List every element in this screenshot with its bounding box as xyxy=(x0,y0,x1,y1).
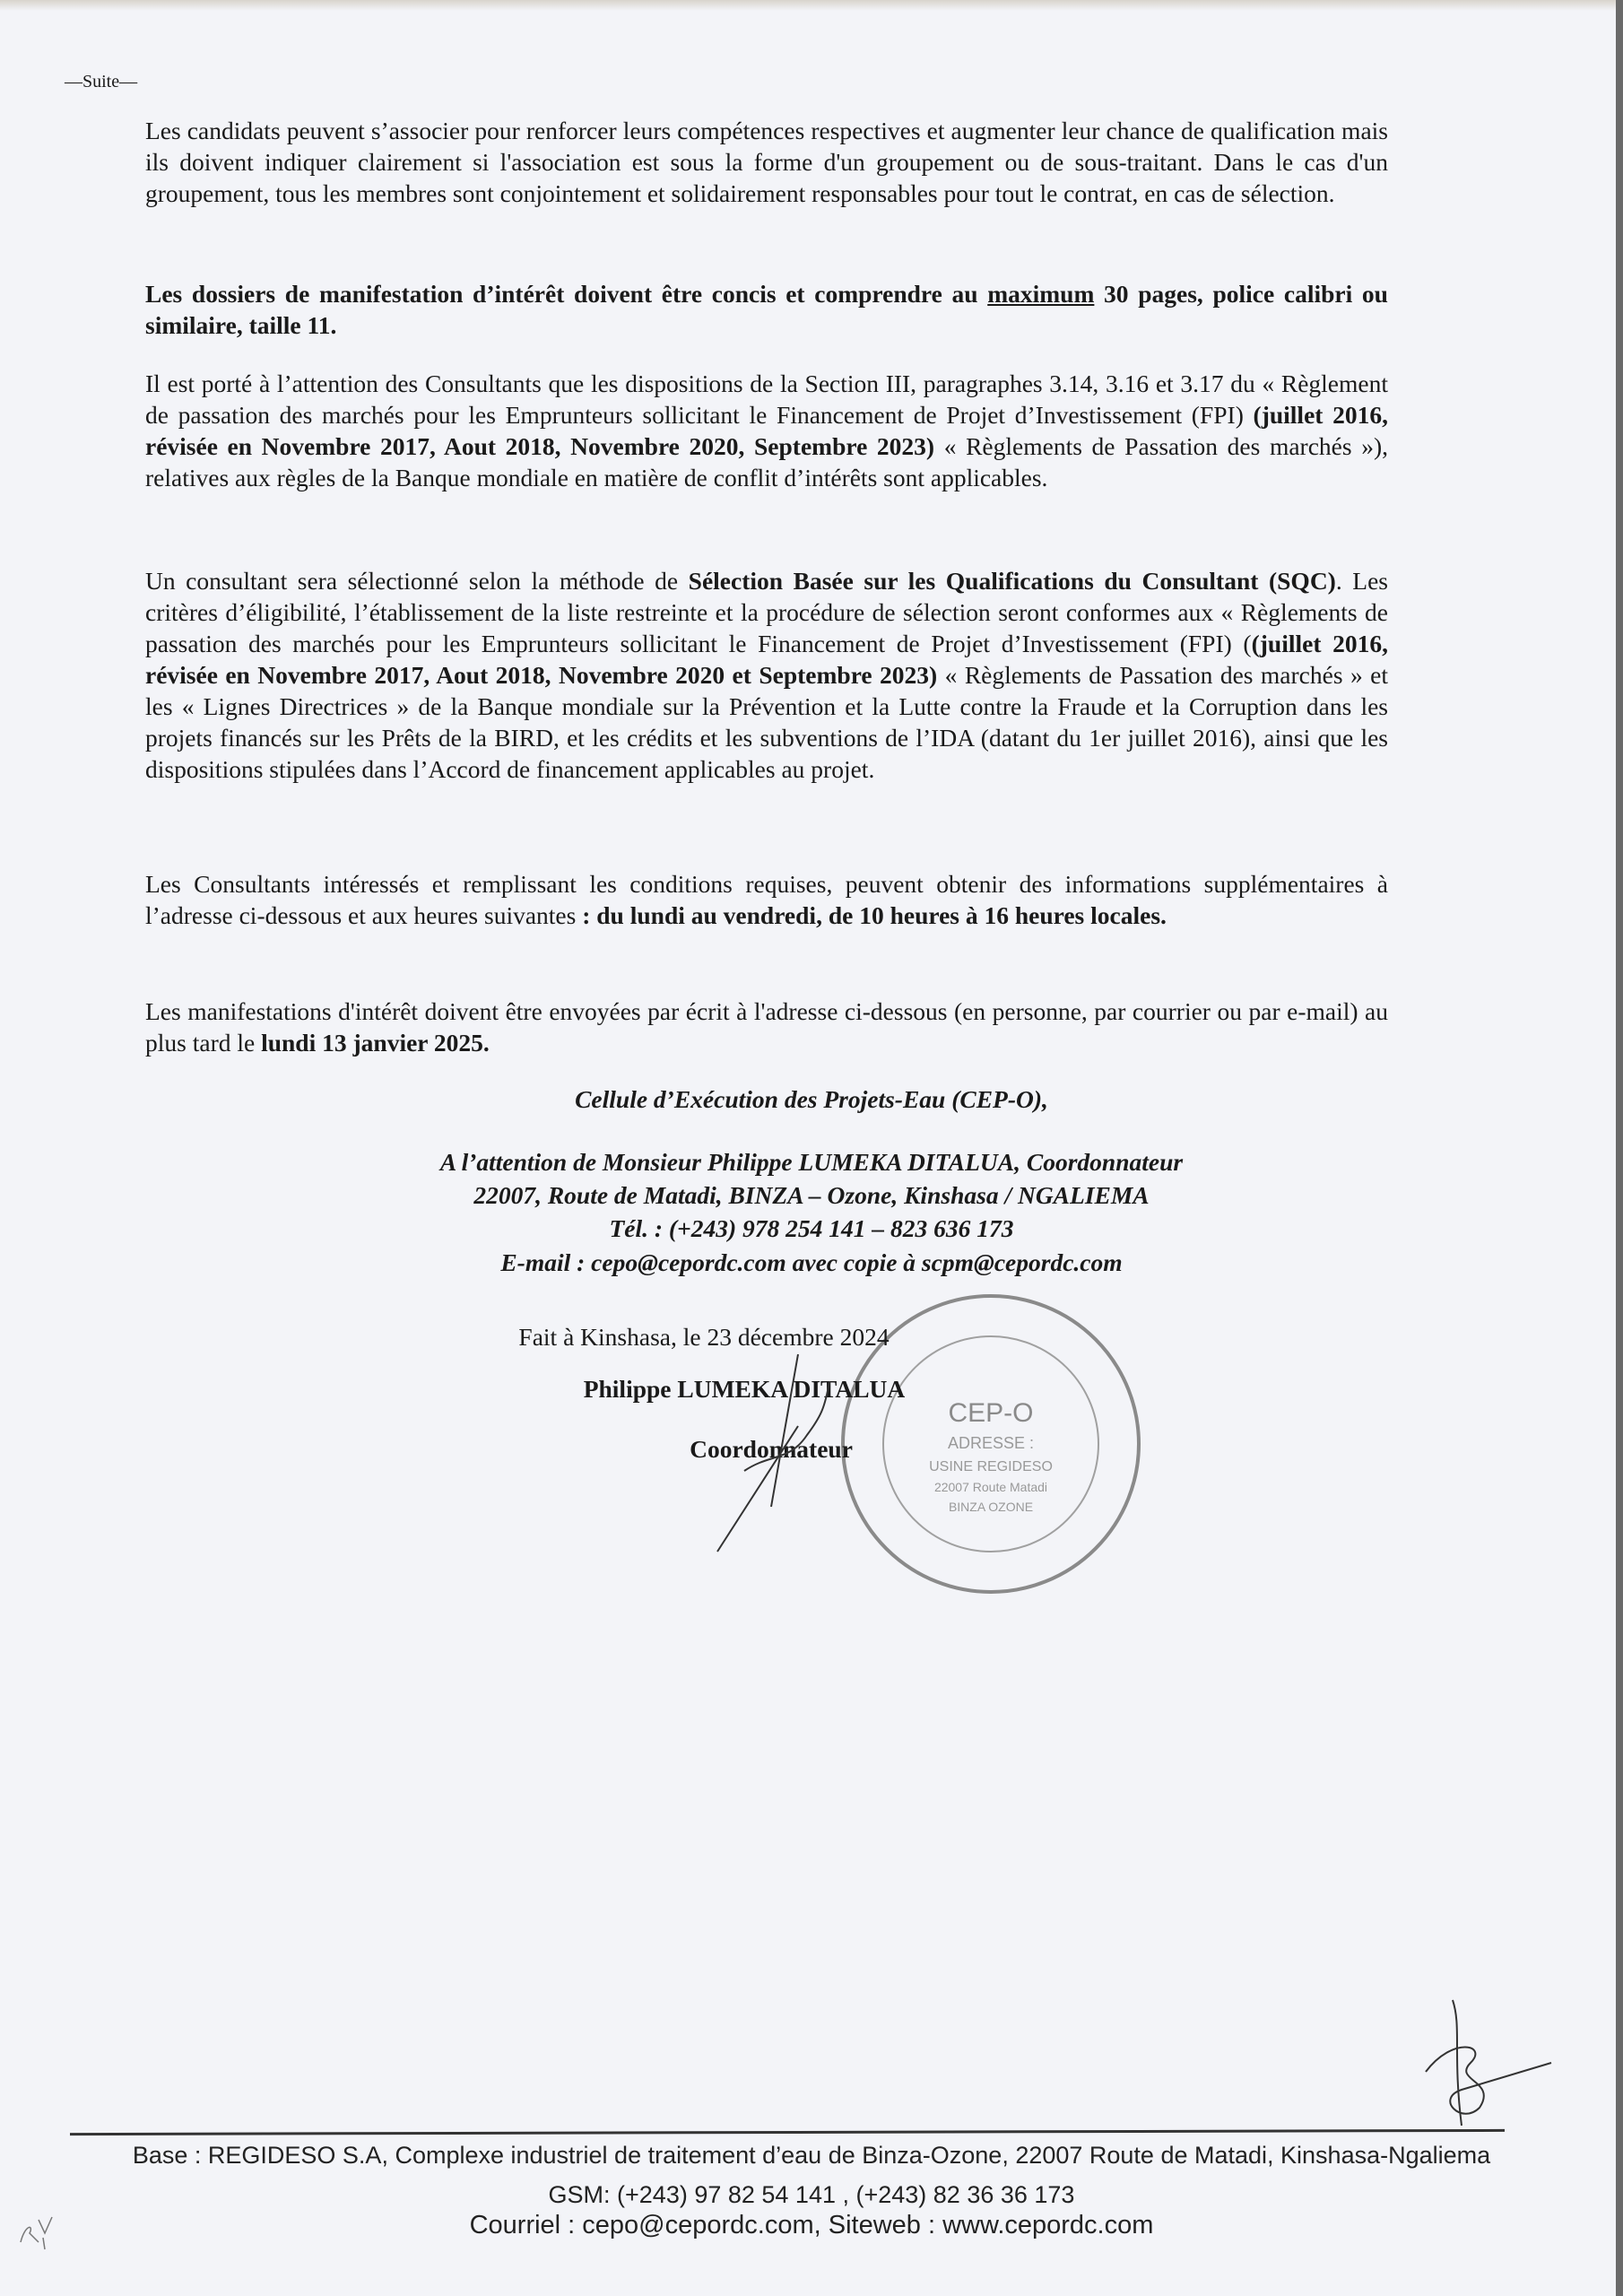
paragraph-information-hours xyxy=(145,868,1388,931)
address-street: 22007, Route de Matadi, BINZA – Ozone, Kinshasa / NGALIEMA xyxy=(473,1181,1150,1209)
text: 30 pages, police calibri ou similaire, taille 11. xyxy=(145,280,1388,339)
svg-text:ADRESSE :: ADRESSE : xyxy=(947,1434,1035,1452)
paragraph-deadline xyxy=(145,996,1388,1058)
text: « Règlements de Passation des marchés »), relatives aux règles de la Banque mondiale en matière de conflit d’intérêts sont applicables. xyxy=(145,432,1388,491)
footer-gsm: GSM: (+243) 97 82 54 141 , (+243) 82 36 36 173 xyxy=(548,2181,1075,2208)
bold-text: (juillet 2016, révisée en Novembre 2017, Aout 2018, Novembre 2020 et Septembre 2023) xyxy=(145,630,1388,689)
svg-text:BINZA OZONE: BINZA OZONE xyxy=(948,1500,1034,1514)
svg-text:CEP-O: CEP-O xyxy=(948,1398,1034,1428)
bold-text: : du lundi au vendredi, de 10 heures à 16 heures locales. xyxy=(582,901,1167,929)
paragraph-length-requirement xyxy=(145,278,1388,341)
footer-contact: Courriel : cepo@cepordc.com, Siteweb : www.cepordc.com xyxy=(469,2211,1154,2239)
text: Les dossiers de manifestation d’intérêt doivent être concis et comprendre au xyxy=(145,280,988,308)
text: Il est porté à l’attention des Consultants que les dispositions de la Section III, paragraphes 3.14, 3.16 et 3.17 du « Règlement de passation des marchés pour les Emprunteurs sollicitant le Financement de Projet d’Investissement (FPI) xyxy=(145,370,1388,429)
address-attention: A l’attention de Monsieur Philippe LUMEKA DITALUA, Coordonnateur xyxy=(439,1148,1184,1176)
scan-top-edge xyxy=(0,0,1623,11)
text: Les manifestations d'intérêt doivent être envoyées par écrit à l'adresse ci-dessous (en personne, par courrier ou par e-mail) au plus tard le xyxy=(145,997,1388,1057)
underlined-text: maximum xyxy=(987,280,1095,308)
place-and-date: Fait à Kinshasa, le 23 décembre 2024 xyxy=(518,1323,890,1351)
svg-text:USINE REGIDESO: USINE REGIDESO xyxy=(929,1459,1053,1474)
footer-base-address: Base : REGIDESO S.A, Complexe industriel de traitement d’eau de Binza-Ozone, 22007 Route de Matadi, Kinshasa-Ngaliema xyxy=(132,2142,1491,2169)
address-email: E-mail : cepo@cepordc.com avec copie à scpm@cepordc.com xyxy=(500,1248,1123,1276)
bold-text: (juillet 2016, révisée en Novembre 2017, Aout 2018, Novembre 2020, Septembre 2023) xyxy=(145,401,1388,460)
paragraph-conflict-of-interest xyxy=(145,368,1388,493)
continuation-marker: —Suite— xyxy=(65,72,138,91)
paragraph-selection-method xyxy=(145,565,1388,785)
svg-text:22007 Route Matadi: 22007 Route Matadi xyxy=(933,1480,1048,1494)
text: « Règlements de Passation des marchés » et les « Lignes Directrices » de la Banque mondiale sur la Prévention et la Lutte contre la Fraude et la Corruption dans les projets financés sur les Prêts de la BIRD, et les crédits et les subventions de l’IDA (datant du 1er juillet 2016), ainsi que les dispositions stipulées dans l’Accord de financement applicables au projet. xyxy=(145,661,1388,783)
bold-text: Sélection Basée sur les Qualifications du Consultant (SQC) xyxy=(688,567,1336,595)
text: Les Consultants intéressés et remplissant les conditions requises, peuvent obtenir des informations supplémentaires à l’adresse ci-dessous et aux heures suivantes xyxy=(145,870,1388,929)
footer-divider xyxy=(70,2129,1505,2135)
signatory-title: Coordonnateur xyxy=(690,1435,853,1463)
paragraph-association: Les candidats peuvent s’associer pour renforcer leurs compétences respectives et augmenter leur chance de qualification mais ils doivent indiquer clairement si l'association est sous la forme d'un groupement ou de sous-traitant. Dans le cas d'un groupement, tous les membres sont conjointement et solidairement responsables pour tout le contrat, en cas de sélection. xyxy=(145,117,1388,207)
address-phone: Tél. : (+243) 978 254 141 – 823 636 173 xyxy=(609,1214,1014,1242)
handwritten-signature xyxy=(664,1327,933,1561)
signatory-name: Philippe LUMEKA DITALUA xyxy=(583,1375,906,1403)
address-entity: Cellule d’Exécution des Projets-Eau (CEP-O), xyxy=(575,1085,1048,1113)
text: . Les critères d’éligibilité, l’établissement de la liste restreinte et la procédure de sélection seront conformes aux « Règlements de passation des marchés pour les Emprunteurs sollicitant le Financement de Projet d’Investissement (FPI) ( xyxy=(145,567,1388,657)
text: Un consultant sera sélectionné selon la méthode de xyxy=(145,567,689,595)
initials-paraphe xyxy=(1399,1991,1560,2135)
bold-text: lundi 13 janvier 2025. xyxy=(261,1029,490,1057)
